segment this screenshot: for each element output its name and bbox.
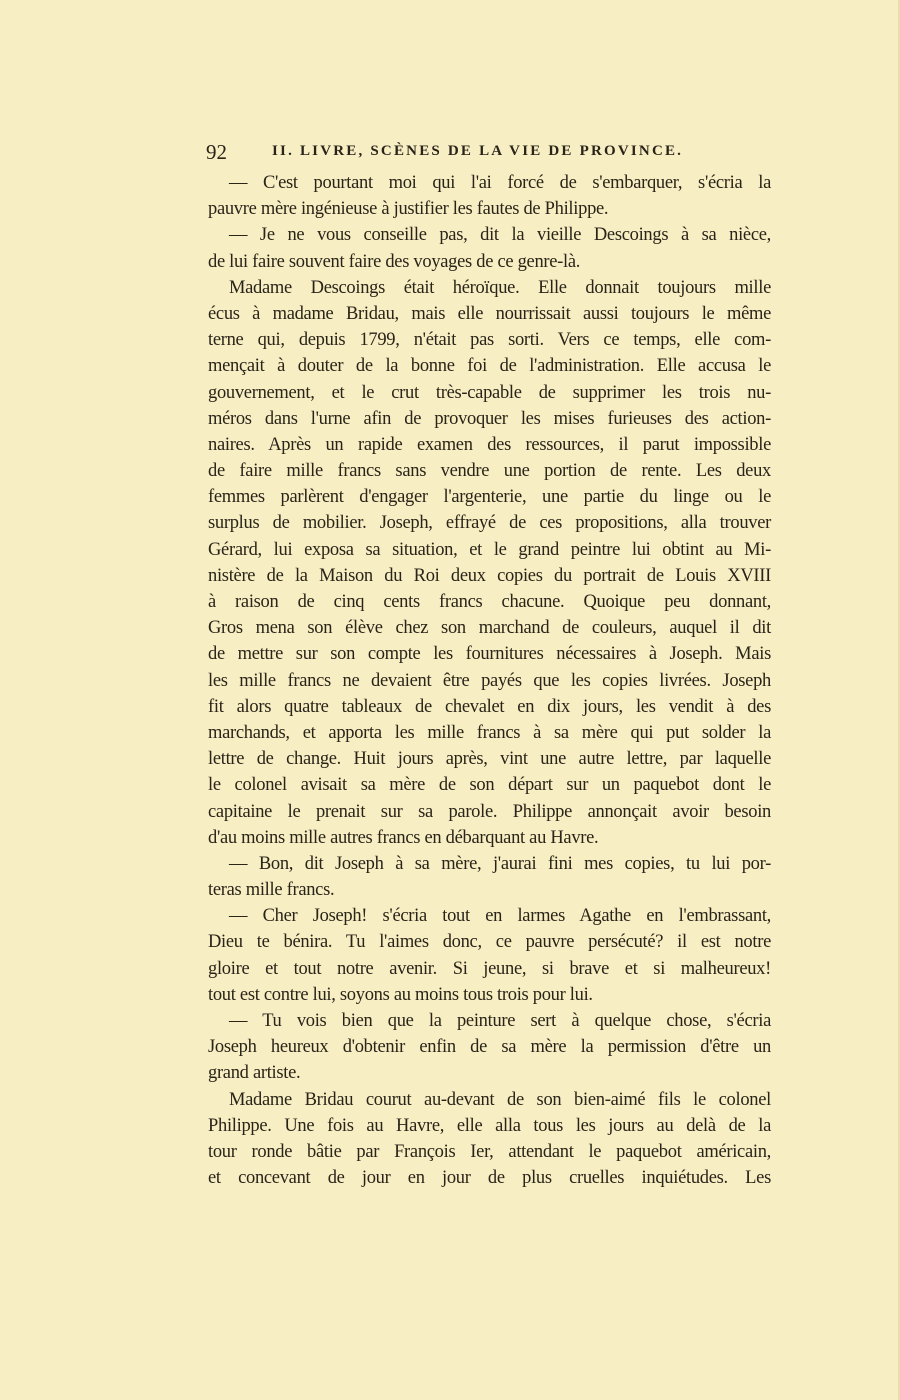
- text-line: Philippe. Une fois au Havre, elle alla tous les jours au delà de la: [208, 1115, 771, 1136]
- text-line: pauvre mère ingénieuse à justifier les fautes de Philippe.: [208, 199, 609, 220]
- text-line: mençait à douter de la bonne foi de l'administration. Elle accusa le: [208, 356, 771, 377]
- text-line: grand artiste.: [208, 1063, 301, 1084]
- page-body-text: [208, 170, 771, 1191]
- text-line: tout est contre lui, soyons au moins tous trois pour lui.: [208, 984, 593, 1005]
- text-line: Joseph heureux d'obtenir enfin de sa mère la permission d'être un: [208, 1037, 771, 1058]
- text-line: le colonel avisait sa mère de son départ sur un paquebot dont le: [208, 775, 771, 796]
- text-line: fit alors quatre tableaux de chevalet en dix jours, les vendit à des: [208, 696, 771, 717]
- text-line: surplus de mobilier. Joseph, effrayé de ces propositions, alla trouver: [208, 513, 771, 534]
- text-line: gloire et tout notre avenir. Si jeune, si brave et si malheureux!: [208, 958, 771, 979]
- text-line: Gérard, lui exposa sa situation, et le grand peintre lui obtint au Mi-: [208, 539, 771, 560]
- text-line: terne qui, depuis 1799, n'était pas sorti. Vers ce temps, elle com-: [208, 330, 771, 351]
- text-line: capitaine le prenait sur sa parole. Philippe annonçait avoir besoin: [208, 801, 771, 822]
- text-line: teras mille francs.: [208, 880, 335, 901]
- text-line: les mille francs ne devaient être payés que les copies livrées. Joseph: [208, 670, 771, 691]
- text-line: nistère de la Maison du Roi deux copies du portrait de Louis XVIII: [208, 565, 771, 586]
- text-line: de lui faire souvent faire des voyages de ce genre-là.: [208, 251, 581, 272]
- text-line: tour ronde bâtie par François Ier, attendant le paquebot américain,: [208, 1141, 771, 1162]
- running-title: II. LIVRE, SCÈNES DE LA VIE DE PROVINCE.: [272, 143, 684, 159]
- text-line: à raison de cinq cents francs chacune. Quoique peu donnant,: [208, 592, 771, 612]
- text-line: gouvernement, et le crut très-capable de supprimer les trois nu-: [208, 382, 771, 403]
- text-line: naires. Après un rapide examen des ressources, il parut impossible: [208, 434, 771, 455]
- text-line: Gros mena son élève chez son marchand de couleurs, auquel il dit: [208, 618, 771, 639]
- text-line: — Cher Joseph! s'écria tout en larmes Agathe en l'embrassant,: [229, 906, 771, 927]
- text-line: — Bon, dit Joseph à sa mère, j'aurai fini mes copies, tu lui por-: [229, 853, 771, 874]
- text-line: écus à madame Bridau, mais elle nourrissait aussi toujours le même: [208, 303, 771, 324]
- text-line: Madame Descoings était héroïque. Elle donnait toujours mille: [229, 277, 771, 298]
- text-line: de faire mille francs sans vendre une portion de rente. Les deux: [208, 461, 771, 482]
- text-line: — C'est pourtant moi qui l'ai forcé de s'embarquer, s'écria la: [229, 173, 771, 193]
- text-line: méros dans l'urne afin de provoquer les mises furieuses des action-: [208, 408, 771, 429]
- text-line: femmes parlèrent d'engager l'argenterie, une partie du linge ou le: [208, 487, 771, 508]
- text-line: et concevant de jour en jour de plus cruelles inquiétudes. Les: [208, 1168, 771, 1189]
- text-line: — Tu vois bien que la peinture sert à quelque chose, s'écria: [229, 1011, 771, 1031]
- running-header: [206, 140, 772, 164]
- text-line: — Je ne vous conseille pas, dit la vieille Descoings à sa nièce,: [229, 225, 771, 246]
- text-line: d'au moins mille autres francs en débarquant au Havre.: [208, 827, 599, 848]
- text-line: Dieu te bénira. Tu l'aimes donc, ce pauvre persécuté? il est notre: [208, 932, 771, 953]
- text-line: de mettre sur son compte les fournitures nécessaires à Joseph. Mais: [208, 644, 771, 665]
- page-number: 92: [206, 140, 227, 164]
- text-line: marchands, et apporta les mille francs à sa mère qui put solder la: [208, 722, 771, 743]
- text-line: Madame Bridau courut au-devant de son bien-aimé fils le colonel: [229, 1089, 771, 1110]
- text-line: lettre de change. Huit jours après, vint une autre lettre, par laquelle: [208, 749, 771, 770]
